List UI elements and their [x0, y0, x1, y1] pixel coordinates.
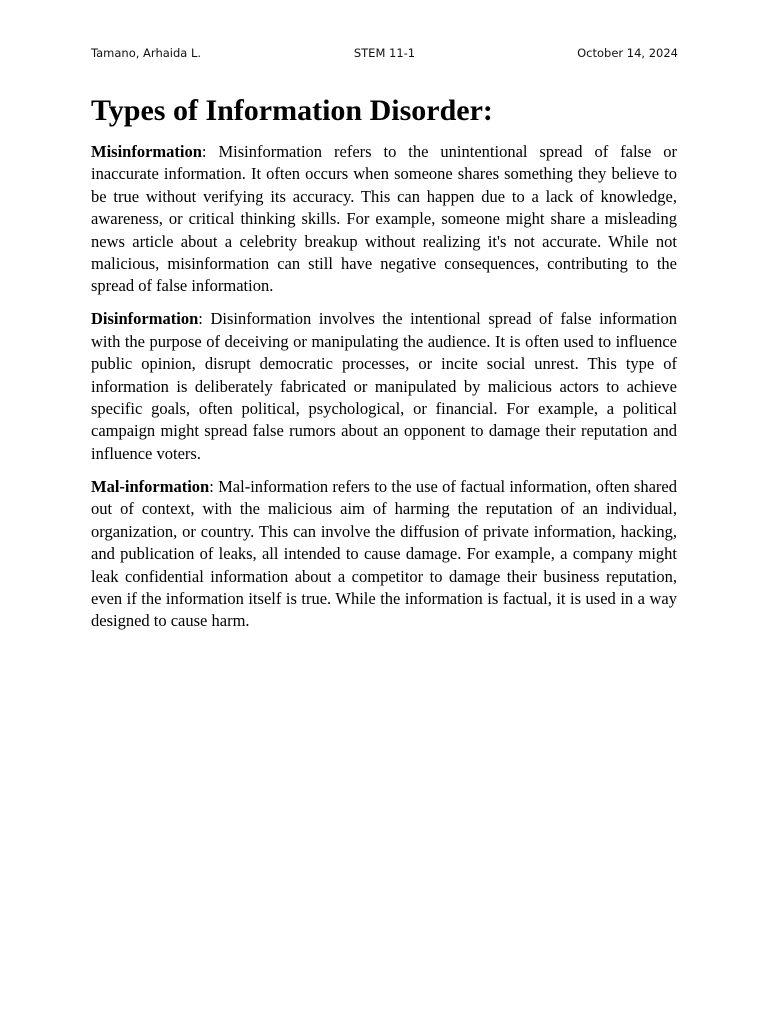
page-header: [91, 46, 678, 64]
term-separator: :: [201, 142, 219, 161]
paragraph-text: Disinformation involves the intentional spread of false information with the purpose of deceiving or manipulating the audience. It is often used to influence public opinion, disrupt democratic processes, or incite social unrest. This type of information is deliberately fabricated or manipulated by malicious actors to achieve specific goals, often political, psychological, or financial. For example, a political campaign might spread false rumors about an opponent to damage their reputation and influence voters.: [91, 309, 677, 463]
header-date: October 14, 2024: [577, 46, 678, 60]
header-author: Tamano, Arhaida L.: [91, 46, 202, 60]
paragraph-misinformation: [91, 141, 677, 298]
document-body: [91, 141, 677, 643]
term-separator: :: [198, 309, 211, 329]
term-misinformation: Misinformation: [91, 142, 202, 161]
paragraph-text: Misinformation refers to the unintentional spread of false or inaccurate information. It often occurs when someone shares something they believe to be true without verifying its accuracy. This can happen due to a lack of knowledge, awareness, or critical thinking skills. For example, someone might share a misleading news article about a celebrity breakup without realizing it's not accurate. While not malicious, misinformation can still have negative consequences, contributing to the spread of false information.: [91, 142, 677, 296]
term-separator: :: [209, 476, 219, 496]
header-section: STEM 11-1: [353, 46, 416, 60]
term-mal-information: Mal-information: [91, 476, 210, 496]
document-title: Types of Information Disorder:: [91, 94, 493, 127]
paragraph-disinformation: [91, 308, 677, 465]
term-disinformation: Disinformation: [91, 309, 199, 329]
paragraph-mal-information: [91, 476, 677, 633]
paragraph-text: Mal-information refers to the use of factual information, often shared out of context, with the malicious aim of harming the reputation of an individual, organization, or country. This can involve the diffusion of private information, hacking, and publication of leaks, all intended to cause damage. For example, a company might leak confidential information about a competitor to damage their business reputation, even if the information itself is true. While the information is factual, it is used in a way designed to cause harm.: [91, 476, 677, 631]
